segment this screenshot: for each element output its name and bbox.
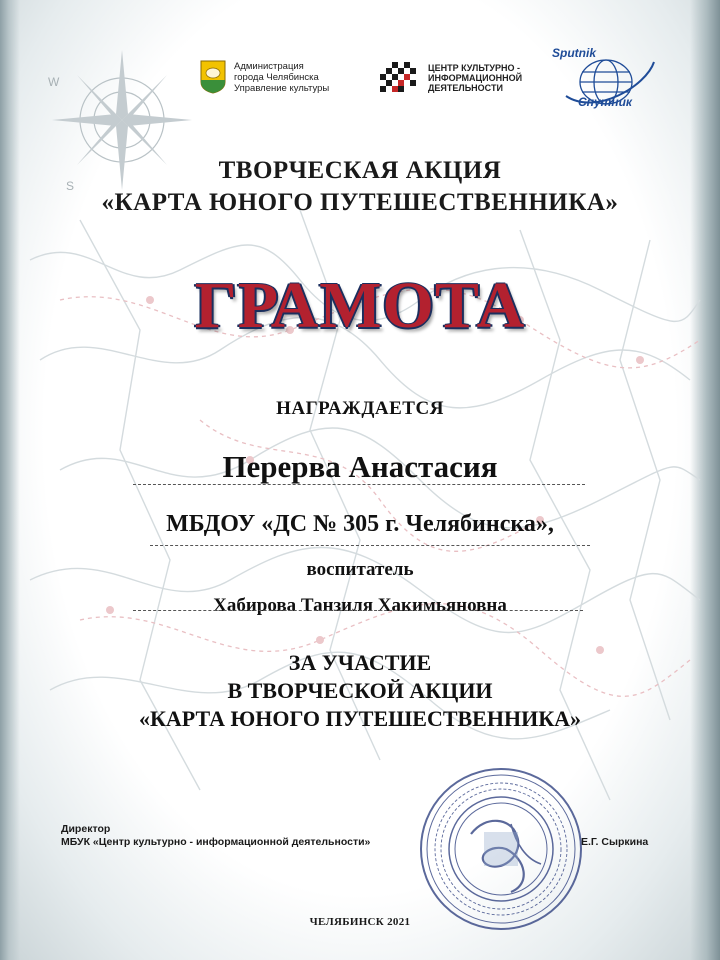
reason-line-1: ЗА УЧАСТИЕ: [288, 650, 432, 675]
cultural-center-logo: [378, 60, 522, 96]
center-line-2: ИНФОРМАЦИОННОЙ: [428, 73, 523, 83]
admin-line-1: Администрация: [234, 60, 304, 72]
sputnik-cyrillic-text: Спутник: [578, 95, 632, 109]
center-line-1: ЦЕНТР КУЛЬТУРНО -: [428, 63, 521, 73]
organization-underline: [150, 545, 590, 546]
sputnik-latin-text: Sputnik: [552, 46, 596, 60]
checkered-logo-icon: [378, 60, 422, 96]
organization-name: МБДОУ «ДС № 305 г. Челябинска»,: [166, 511, 554, 537]
admin-line-2: города Челябинска: [234, 71, 319, 83]
teacher-name: Хабирова Танзиля Хакимьяновна: [213, 595, 507, 616]
teacher-underline: [133, 610, 583, 611]
city-year-footer: ЧЕЛЯБИНСК 2021: [309, 916, 411, 928]
director-name: Е.Г. Сыркина: [581, 836, 649, 848]
admin-line-3: Управление культуры: [234, 82, 330, 94]
official-seal-stamp: [416, 764, 586, 934]
reason-line-3: «КАРТА ЮНОГО ПУТЕШЕСТВЕННИКА»: [138, 706, 582, 731]
director-block: [61, 823, 370, 849]
awarded-label: НАГРАЖДАЕТСЯ: [276, 398, 444, 419]
director-organization: МБУК «Центр культурно - информационной деятельности»: [61, 836, 371, 848]
compass-letter-w: W: [48, 75, 60, 89]
director-label: Директор: [61, 823, 111, 835]
reason-line-2: В ТВОРЧЕСКОЙ АКЦИИ: [227, 678, 493, 703]
recipient-name: Перерва Анастасия: [222, 449, 498, 484]
center-line-3: ДЕЯТЕЛЬНОСТИ: [428, 83, 503, 93]
action-heading-line-1: ТВОРЧЕСКАЯ АКЦИЯ: [218, 157, 502, 184]
certificate-title: ГРАМОТА: [194, 269, 526, 342]
administration-logo: [200, 60, 329, 94]
chelyabinsk-crest-icon: [200, 60, 226, 94]
teacher-role: воспитатель: [306, 559, 414, 580]
sputnik-logo: [546, 46, 666, 116]
compass-letter-s: S: [66, 179, 75, 193]
recipient-underline: [133, 484, 585, 485]
action-heading-line-2: «КАРТА ЮНОГО ПУТЕШЕСТВЕННИКА»: [101, 189, 619, 216]
